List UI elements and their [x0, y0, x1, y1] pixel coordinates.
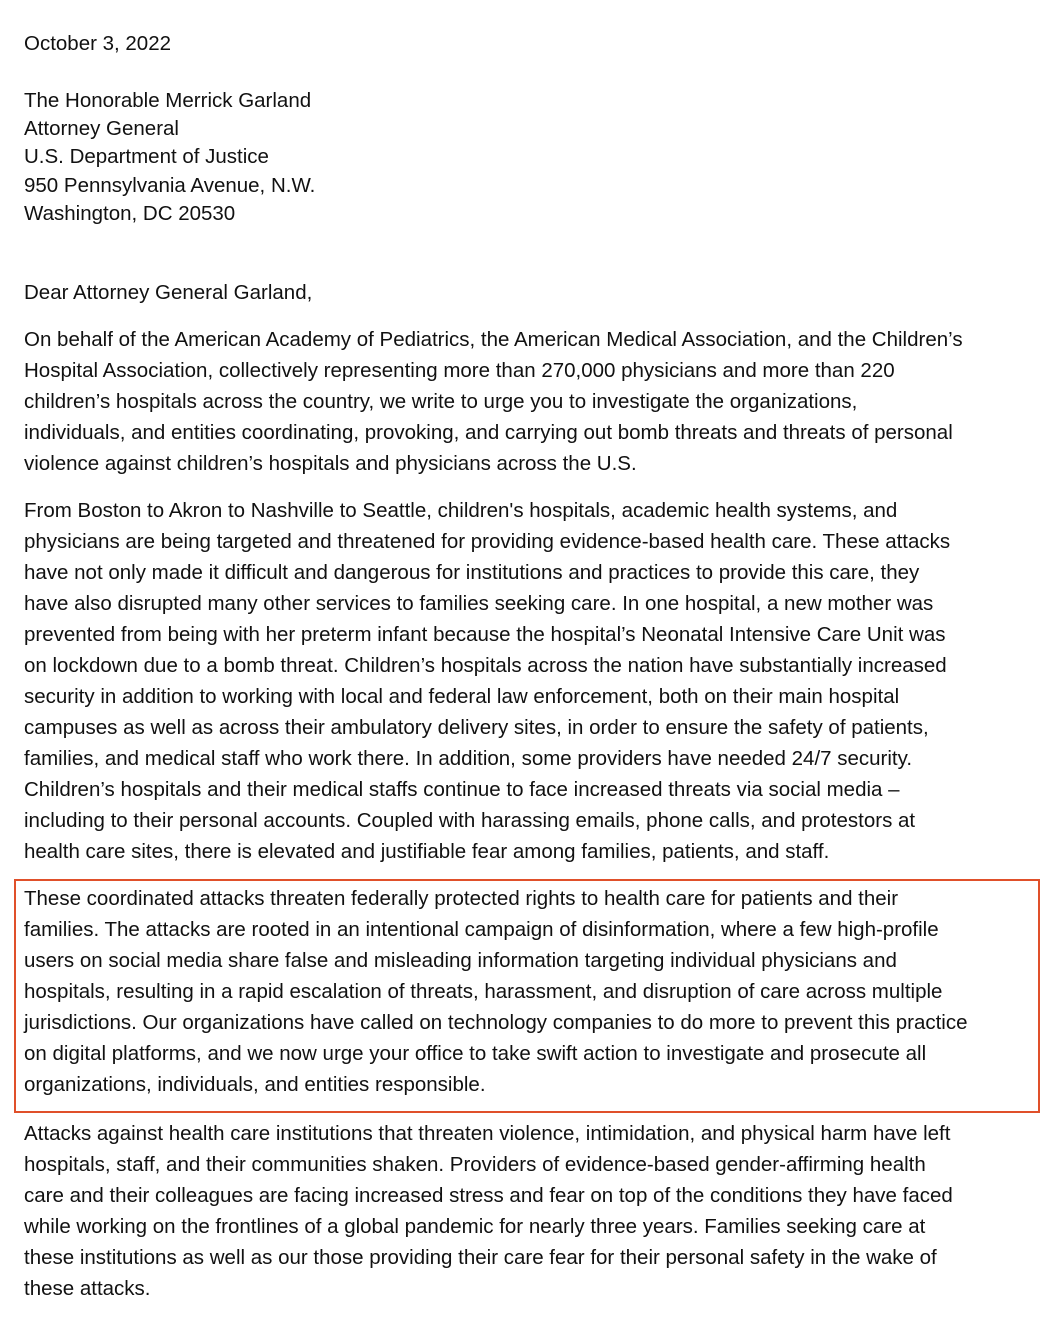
- paragraph-line: while working on the frontlines of a global pandemic for nearly three years. Families seeking care at: [24, 1215, 926, 1238]
- paragraph-line: individuals, and entities coordinating, provoking, and carrying out bomb threats and threats of personal: [24, 421, 953, 444]
- paragraph-line: Children’s hospitals and their medical staffs continue to face increased threats via social media –: [24, 778, 900, 801]
- recipient-line: 950 Pennsylvania Avenue, N.W.: [24, 174, 316, 197]
- paragraph-line: users on social media share false and misleading information targeting individual physicians and: [24, 949, 897, 972]
- paragraph-line: jurisdictions. Our organizations have called on technology companies to do more to prevent this practice: [24, 1011, 968, 1034]
- paragraph-line: on lockdown due to a bomb threat. Children’s hospitals across the nation have substantially increased: [24, 654, 947, 677]
- paragraph-line: violence against children’s hospitals and physicians across the U.S.: [24, 452, 637, 475]
- recipient-line: Attorney General: [24, 117, 179, 140]
- paragraph-line: Attacks against health care institutions that threaten violence, intimidation, and physical harm have left: [24, 1122, 951, 1145]
- paragraph-line: families, and medical staff who work there. In addition, some providers have needed 24/7 security.: [24, 747, 913, 770]
- paragraph-line: organizations, individuals, and entities responsible.: [24, 1073, 486, 1096]
- paragraph-line: have also disrupted many other services to families seeking care. In one hospital, a new mother was: [24, 592, 934, 615]
- paragraph-line: On behalf of the American Academy of Pediatrics, the American Medical Association, and the Children’s: [24, 328, 963, 351]
- paragraph-line: including to their personal accounts. Coupled with harassing emails, phone calls, and protestors at: [24, 809, 916, 832]
- recipient-line: U.S. Department of Justice: [24, 145, 269, 168]
- paragraph-line: From Boston to Akron to Nashville to Seattle, children's hospitals, academic health systems, and: [24, 499, 898, 522]
- recipient-line: Washington, DC 20530: [24, 202, 236, 225]
- paragraph-line: families. The attacks are rooted in an intentional campaign of disinformation, where a few high-profile: [24, 918, 939, 941]
- letter-date: October 3, 2022: [24, 32, 172, 55]
- paragraph-line: these attacks.: [24, 1277, 151, 1300]
- paragraph-line: hospitals, resulting in a rapid escalation of threats, harassment, and disruption of care across multiple: [24, 980, 943, 1003]
- paragraph-line: health care sites, there is elevated and justifiable fear among families, patients, and staff.: [24, 840, 830, 863]
- paragraph-line: Hospital Association, collectively representing more than 270,000 physicians and more than 220: [24, 359, 895, 382]
- paragraph-line: These coordinated attacks threaten federally protected rights to health care for patients and their: [24, 887, 899, 910]
- recipient-line: The Honorable Merrick Garland: [24, 89, 312, 112]
- paragraph-line: on digital platforms, and we now urge your office to take swift action to investigate and prosecute all: [24, 1042, 927, 1065]
- paragraph-line: prevented from being with her preterm infant because the hospital’s Neonatal Intensive Care Unit was: [24, 623, 946, 646]
- salutation: Dear Attorney General Garland,: [24, 281, 313, 304]
- paragraph-line: hospitals, staff, and their communities shaken. Providers of evidence-based gender-affirming health: [24, 1153, 926, 1176]
- paragraph-line: campuses as well as across their ambulatory delivery sites, in order to ensure the safety of patients,: [24, 716, 929, 739]
- paragraph-line: these institutions as well as our those providing their care fear for their personal safety in the wake of: [24, 1246, 937, 1269]
- paragraph-line: security in addition to working with local and federal law enforcement, both on their main hospital: [24, 685, 900, 708]
- paragraph-line: children’s hospitals across the country, we write to urge you to investigate the organizations,: [24, 390, 858, 413]
- paragraph-line: care and their colleagues are facing increased stress and fear on top of the conditions they have faced: [24, 1184, 953, 1207]
- paragraph-line: have not only made it difficult and dangerous for institutions and practices to provide this care, they: [24, 561, 920, 584]
- paragraph-line: physicians are being targeted and threatened for providing evidence-based health care. These attacks: [24, 530, 951, 553]
